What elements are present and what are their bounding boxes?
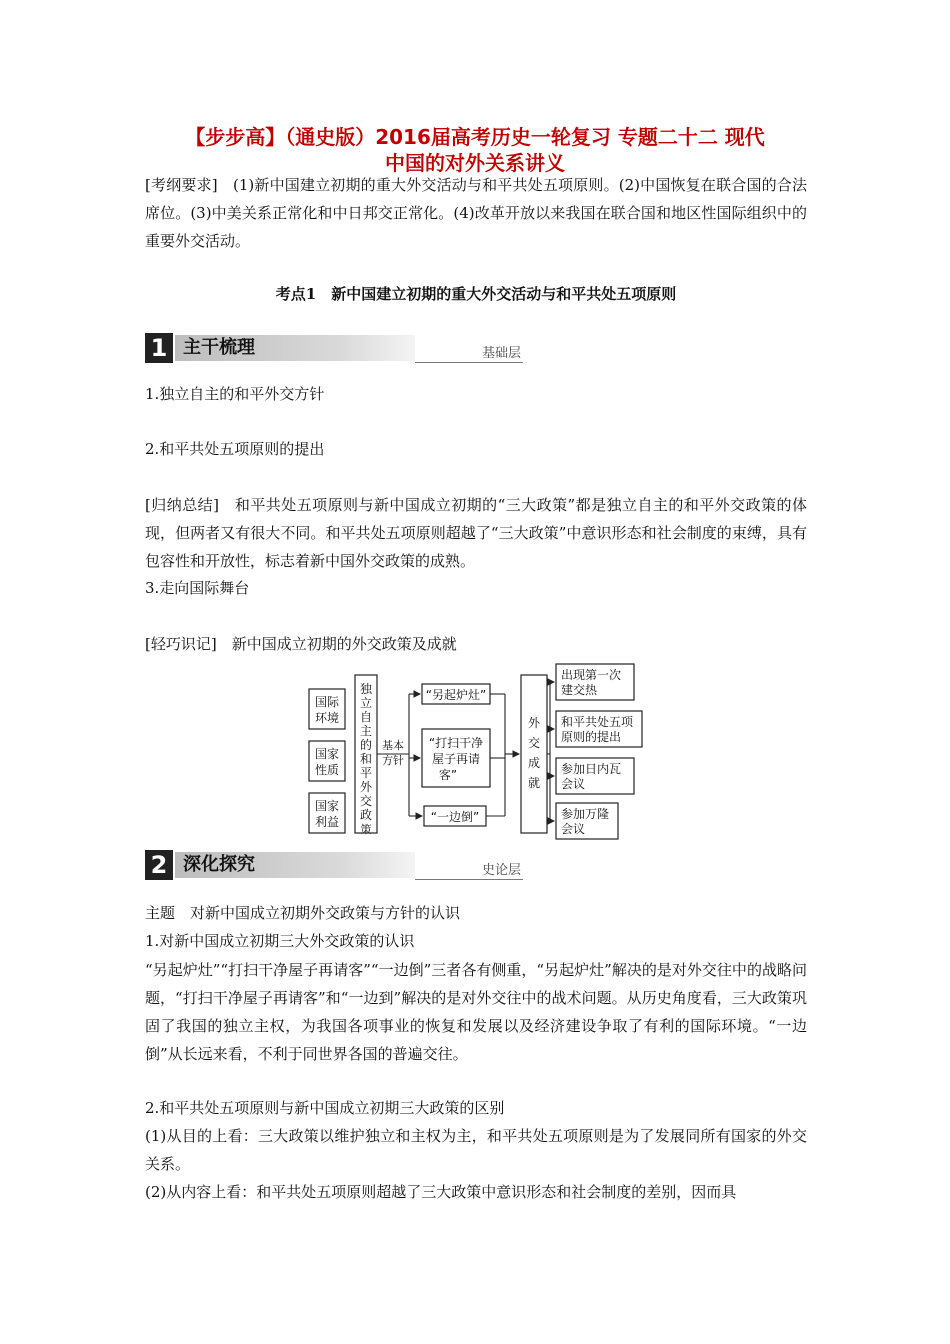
basic-label-line-1: 基本 — [382, 739, 404, 752]
guideline-3: “一边倒” — [430, 810, 480, 824]
result-4-line-2: 会议 — [561, 822, 586, 836]
result-1-line-2: 建交热 — [561, 683, 598, 697]
result-2-line-1: 和平共处五项 — [561, 715, 634, 729]
svg-text:独: 独 — [359, 682, 373, 696]
result-2-line-2: 原则的提出 — [561, 730, 622, 744]
guideline-2-line-3: 客” — [438, 768, 458, 782]
result-4-line-1: 参加万隆 — [561, 807, 610, 821]
memo-heading: [轻巧识记] 新中国成立初期的外交政策及成就 — [145, 635, 457, 653]
summary-paragraph: [归纳总结] 和平共处五项原则与新中国成立初期的“三大政策”都是独立自主的和平外交政策的体现，但两者又有很大不同。和平共处五项原则超越了“三大政策”中意识形态和社会制度的束缚，具有包容性和开放性，标志着新中国外交政策的成熟。 — [145, 496, 807, 570]
paragraph-1: “另起炉灶”“打扫干净屋子再请客”“一边倒”三者各有侧重，“另起炉灶”解决的是对外交往中的战略问题，“打扫干净屋子再请客”和“一边到”解决的是对外交往中的战术问题。从历史角度看，三大政策巩固了我国的独立主权，为我国各项事业的恢复和发展以及经济建设争取了有利的国际环境。“一边倒”从长远来看，不利于同世界各国的普遍交往。 — [145, 961, 807, 1063]
item-1: 1.独立自主的和平外交方针 — [145, 385, 325, 403]
guideline-2-line-1: “打扫干净 — [428, 736, 484, 750]
section-header-1 — [145, 333, 523, 363]
svg-text:自: 自 — [359, 710, 373, 724]
title-line-1: 【步步高】（通史版）2016届高考历史一轮复习 专题二十二 现代 — [185, 125, 765, 149]
subheading-1: 1.对新中国成立初期三大外交政策的认识 — [145, 932, 415, 950]
section-label: 深化探究 — [183, 854, 255, 875]
section-label: 主干梳理 — [183, 337, 255, 358]
result-3-line-1: 参加日内瓦 — [561, 762, 622, 776]
result-3-line-2: 会议 — [561, 777, 586, 791]
svg-text:平: 平 — [359, 766, 373, 780]
policy-vertical-text — [360, 681, 373, 836]
factor-1-line-1: 国际 — [314, 695, 340, 709]
item-3: 3.走向国际舞台 — [145, 579, 250, 597]
factor-2-line-2: 性质 — [314, 763, 340, 777]
paragraph-2: (1)从目的上看：三大政策以维护独立和主权为主，和平共处五项原则是为了发展同所有国家的外交关系。 — [145, 1127, 807, 1173]
factor-1-line-2: 环境 — [314, 711, 340, 725]
topic-heading: 主题 对新中国成立初期外交政策与方针的认识 — [145, 904, 461, 922]
title-line-2: 中国的对外关系讲义 — [385, 151, 565, 175]
svg-text:就: 就 — [527, 776, 541, 790]
svg-text:立: 立 — [359, 696, 373, 710]
factor-3-line-1: 国家 — [314, 799, 340, 813]
factor-3-line-2: 利益 — [314, 815, 340, 829]
policy-diagram — [300, 658, 650, 842]
subheading-2: 2.和平共处五项原则与新中国成立初期三大政策的区别 — [145, 1099, 505, 1117]
factor-2-line-1: 国家 — [314, 747, 340, 761]
document-title — [130, 124, 820, 176]
svg-text:策: 策 — [360, 823, 372, 836]
section-level: 基础层 — [481, 346, 521, 361]
exam-requirements: [考纲要求] (1)新中国建立初期的重大外交活动与和平共处五项原则。(2)中国恢复在联合国的合法席位。(3)中美关系正常化和中日邦交正常化。(4)改革开放以来我国在联合国和地区性国际组织中的重要外交活动。 — [145, 176, 807, 250]
section-number: 2 — [145, 850, 173, 880]
guideline-2-line-2: 屋子再请 — [431, 752, 481, 766]
section-level: 史论层 — [481, 863, 521, 878]
item-2: 2.和平共处五项原则的提出 — [145, 440, 325, 458]
svg-text:外: 外 — [527, 716, 541, 730]
kaodian-heading: 考点1 新中国建立初期的重大外交活动与和平共处五项原则 — [275, 285, 677, 303]
result-1-line-1: 出现第一次 — [561, 668, 622, 682]
svg-text:主: 主 — [359, 724, 373, 738]
svg-text:政: 政 — [359, 808, 373, 822]
svg-text:交: 交 — [527, 736, 541, 750]
paragraph-3: (2)从内容上看：和平共处五项原则超越了三大政策中意识形态和社会制度的差别，因而具 — [145, 1183, 737, 1201]
guideline-1: “另起炉灶” — [425, 688, 487, 702]
svg-text:成: 成 — [527, 756, 541, 770]
section-number: 1 — [145, 333, 173, 363]
svg-text:交: 交 — [359, 794, 373, 808]
svg-text:外: 外 — [359, 780, 373, 794]
svg-text:的: 的 — [359, 738, 373, 752]
section-header-2 — [145, 850, 523, 880]
svg-text:和: 和 — [359, 752, 373, 766]
basic-label-line-2: 方针 — [382, 754, 404, 767]
